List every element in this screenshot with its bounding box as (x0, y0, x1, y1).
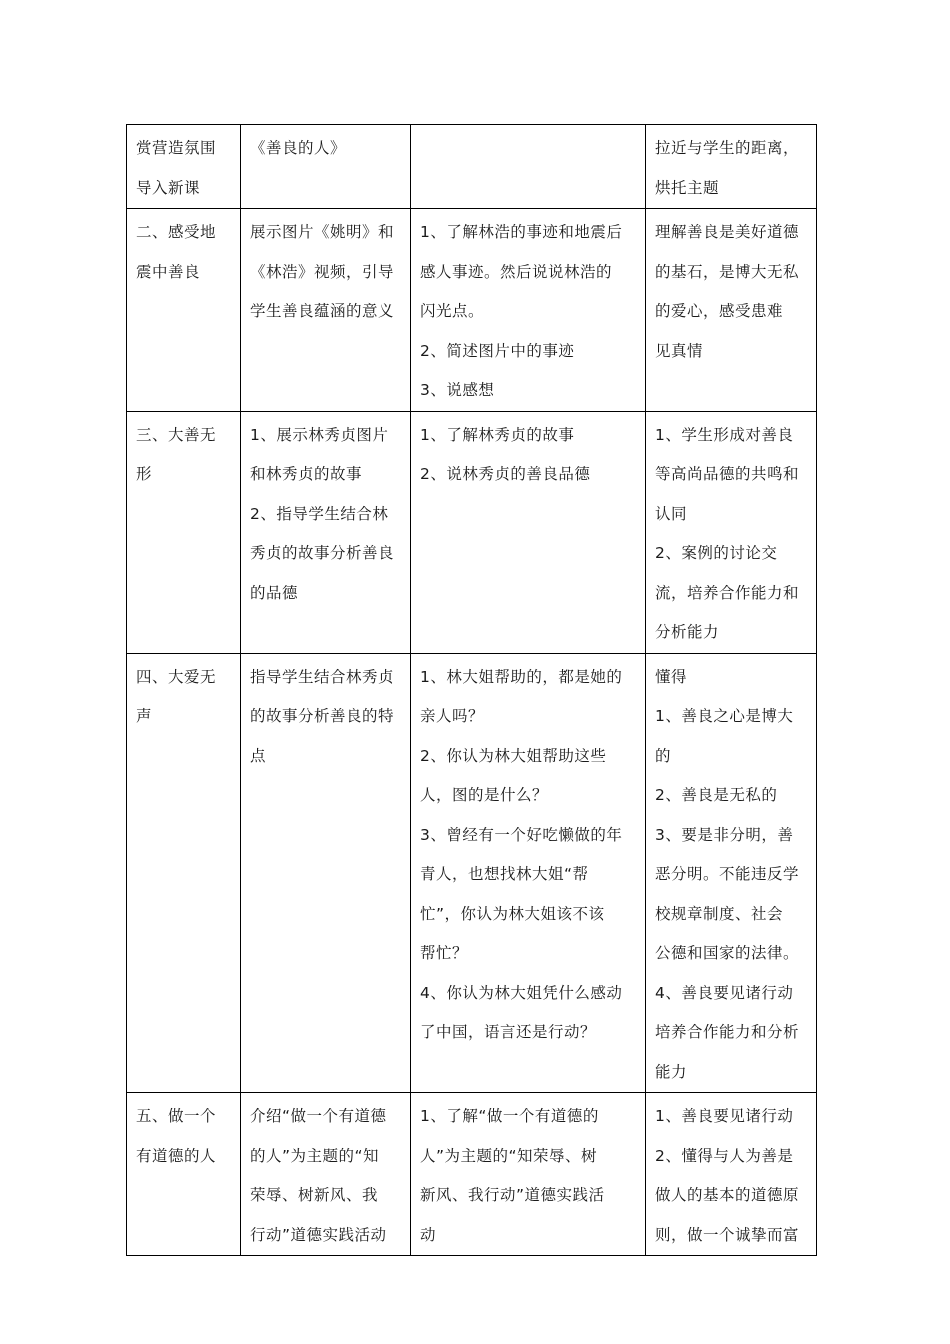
cell-line: 2、指导学生结合林 (250, 504, 389, 523)
student-activity-cell (411, 653, 646, 1093)
cell-line: 闪光点。 (420, 302, 485, 320)
cell-line: 人，图的是什么？ (420, 786, 549, 804)
cell-line: 青人，也想找林大姐“帮 (420, 865, 589, 883)
cell-line: 2、善良是无私的 (655, 786, 778, 804)
cell-line: 烘托主题 (655, 178, 720, 197)
cell-line: 新风、我行动”道德实践活 (420, 1186, 605, 1204)
teacher-activity-cell (241, 209, 411, 412)
student-activity-cell (411, 125, 646, 209)
cell-line: 2、懂得与人为善是 (655, 1146, 794, 1165)
student-activity-cell (411, 209, 646, 412)
design-intent-cell (646, 209, 817, 412)
cell-line: 感人事迹。然后说说林浩的 (420, 262, 613, 281)
cell-line: 了中国，语言还是行动？ (420, 1023, 597, 1041)
cell-line: 形 (136, 465, 153, 483)
cell-line: 学生善良蕴涵的意义 (250, 302, 395, 320)
cell-line: 展示图片《姚明》和 (250, 223, 395, 241)
student-activity-cell (411, 411, 646, 653)
cell-line: 《林浩》视频，引导 (250, 262, 395, 281)
cell-line: 4、你认为林大姐凭什么感动 (420, 983, 623, 1002)
cell-line: 的人”为主题的“知 (250, 1146, 380, 1165)
cell-line: 1、善良之心是博大 (655, 707, 794, 725)
cell-line: 1、学生形成对善良 (655, 425, 794, 444)
cell-line: 恶分明。不能违反学 (655, 865, 800, 883)
cell-line: 理解善良是美好道德 (655, 223, 800, 241)
table-row (127, 1093, 817, 1256)
cell-line: 2、简述图片中的事迹 (420, 341, 575, 360)
cell-line: 介绍“做一个有道德 (250, 1107, 387, 1125)
cell-line: 2、说林秀贞的善良品德 (420, 465, 591, 483)
cell-line: 做人的基本的道德原 (655, 1186, 800, 1204)
cell-line: 3、要是非分明，善 (655, 825, 794, 844)
cell-line: 2、你认为林大姐帮助这些 (420, 746, 607, 765)
cell-line: 3、曾经有一个好吃懒做的年 (420, 825, 623, 844)
teacher-activity-cell (241, 411, 411, 653)
cell-line: 校规章制度、社会 (655, 904, 784, 923)
cell-line: 亲人吗？ (420, 707, 485, 725)
cell-line: 五、做一个 (136, 1107, 217, 1125)
cell-line: 2、案例的讨论交 (655, 544, 778, 562)
cell-line: 的故事分析善良的特 (250, 707, 395, 725)
stage-cell (127, 209, 241, 412)
cell-line: 的 (655, 746, 672, 765)
cell-line: 分析能力 (655, 623, 720, 641)
cell-line: 拉近与学生的距离， (655, 139, 800, 157)
cell-line: 三、大善无 (136, 425, 217, 444)
cell-line: 帮忙？ (420, 944, 469, 962)
cell-line: 点 (250, 746, 267, 765)
cell-line: 能力 (655, 1062, 688, 1081)
cell-line: 秀贞的故事分析善良 (250, 544, 395, 562)
design-intent-cell (646, 653, 817, 1093)
table-row (127, 209, 817, 412)
teacher-activity-cell (241, 1093, 411, 1256)
teacher-activity-cell (241, 125, 411, 209)
teacher-activity-cell (241, 653, 411, 1093)
table-row (127, 125, 817, 209)
cell-line: 1、林大姐帮助的，都是她的 (420, 667, 623, 686)
cell-line: 动 (420, 1225, 437, 1244)
design-intent-cell (646, 125, 817, 209)
cell-line: 的爱心，感受患难 (655, 302, 784, 320)
design-intent-cell (646, 411, 817, 653)
cell-line: 震中善良 (136, 262, 201, 281)
cell-line: 人”为主题的“知荣辱、树 (420, 1146, 598, 1165)
lesson-plan-table (126, 124, 817, 1256)
cell-line: 和林秀贞的故事 (250, 465, 363, 483)
cell-line: 行动”道德实践活动 (250, 1225, 387, 1244)
stage-cell (127, 411, 241, 653)
stage-cell (127, 125, 241, 209)
cell-line: 的基石，是博大无私 (655, 262, 800, 281)
cell-line: 则，做一个诚挚而富 (655, 1225, 800, 1244)
cell-line: 有道德的人 (136, 1146, 217, 1165)
cell-line: 的品德 (250, 583, 299, 602)
stage-cell (127, 1093, 241, 1256)
cell-line: 忙”，你认为林大姐该不该 (420, 904, 605, 923)
cell-line: 3、说感想 (420, 381, 495, 399)
table-row (127, 653, 817, 1093)
cell-line: 二、感受地 (136, 223, 217, 241)
cell-line: 公德和国家的法律。 (655, 944, 800, 962)
cell-line: 赏营造氛围 (136, 139, 217, 157)
cell-line: 流，培养合作能力和 (655, 583, 800, 602)
cell-line: 认同 (655, 504, 688, 523)
cell-line: 1、了解林秀贞的故事 (420, 425, 575, 444)
cell-line: 《善良的人》 (250, 139, 347, 157)
table-row (127, 411, 817, 653)
cell-line: 懂得 (655, 667, 688, 686)
cell-line: 1、善良要见诸行动 (655, 1107, 794, 1125)
cell-line: 见真情 (655, 341, 704, 360)
cell-line: 声 (136, 707, 153, 725)
cell-line: 培养合作能力和分析 (655, 1023, 800, 1041)
cell-line: 四、大爱无 (136, 667, 217, 686)
cell-line: 等高尚品德的共鸣和 (655, 465, 800, 483)
cell-line: 1、展示林秀贞图片 (250, 425, 389, 444)
cell-line: 4、善良要见诸行动 (655, 983, 794, 1002)
cell-line: 1、了解林浩的事迹和地震后 (420, 223, 623, 241)
stage-cell (127, 653, 241, 1093)
student-activity-cell (411, 1093, 646, 1256)
design-intent-cell (646, 1093, 817, 1256)
cell-line: 导入新课 (136, 178, 201, 197)
cell-line: 荣辱、树新风、我 (250, 1186, 379, 1204)
cell-line: 1、了解“做一个有道德的 (420, 1107, 599, 1125)
cell-line: 指导学生结合林秀贞 (250, 667, 395, 686)
